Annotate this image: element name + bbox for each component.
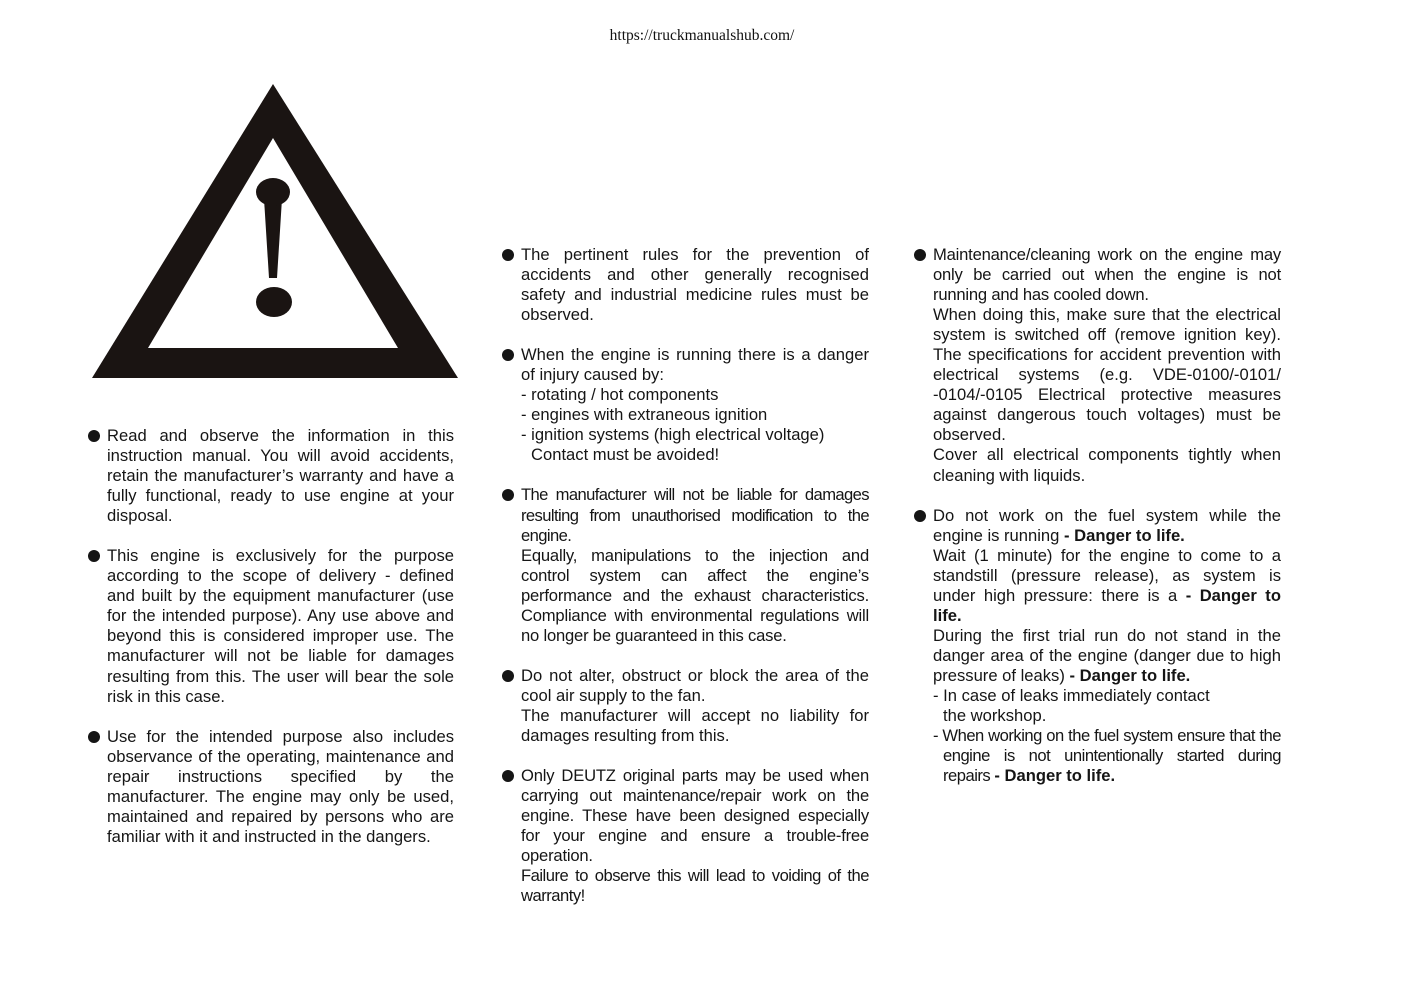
bullet bbox=[88, 430, 100, 442]
bullet bbox=[502, 670, 514, 682]
page-url: https://truckmanualshub.com/ bbox=[609, 27, 795, 44]
paragraph: Cover all electrical components tightly when cleaning with liquids. bbox=[933, 445, 1281, 485]
bullet bbox=[914, 249, 926, 261]
paragraph: When the engine is running there is a danger of injury caused by: bbox=[521, 345, 869, 385]
paragraph: Contact must be avoided! bbox=[531, 445, 720, 465]
list-item bbox=[502, 485, 869, 645]
list-item bbox=[502, 345, 869, 465]
bullet bbox=[502, 489, 514, 501]
text: - When working on the fuel system ensure that the engine is not unintentionally started during repairs bbox=[933, 726, 1281, 786]
dash-item bbox=[933, 726, 1281, 786]
dash-item: - In case of leaks immediately contact the workshop. bbox=[933, 685, 1210, 726]
column-middle bbox=[502, 245, 869, 926]
paragraph: Maintenance/cleaning work on the engine may only be carried out when the engine is not running and has cooled down. bbox=[933, 245, 1281, 305]
danger-warning: - Danger to life. bbox=[1069, 665, 1191, 685]
column-right bbox=[914, 245, 1281, 806]
paragraph: Do not alter, obstruct or block the area of the cool air supply to the fan. bbox=[521, 665, 869, 705]
list-item bbox=[88, 727, 454, 847]
paragraph: Read and observe the information in this instruction manual. You will avoid accidents, retain the manufacturer’s warranty and have a fully functional, ready to use engine at your disposal. bbox=[107, 426, 454, 526]
bullet bbox=[502, 249, 514, 261]
text: Do not work on the fuel system while the engine is running bbox=[933, 505, 1281, 545]
bullet bbox=[914, 510, 926, 522]
danger-warning: - Danger to life. bbox=[994, 766, 1116, 786]
bullet bbox=[88, 731, 100, 743]
paragraph: Use for the intended purpose also includes observance of the operating, maintenance and repair instructions specified by the manufacturer. The engine may only be used, maintained and repaired by persons who are familiar with it and instructed in the dangers. bbox=[107, 726, 454, 846]
paragraph: The pertinent rules for the prevention of accidents and other generally recognised safety and industrial medicine rules must be observed. bbox=[521, 245, 869, 325]
bullet bbox=[88, 550, 100, 562]
bullet bbox=[502, 770, 514, 782]
paragraph: This engine is exclusively for the purpose according to the scope of delivery - defined and built by the equipment manufacturer (use for the intended purpose). Any use above and beyond this is considered improper use. The manufacturer will not be liable for damages resulting from this. The user will bear the sole risk in this case. bbox=[107, 546, 454, 706]
paragraph bbox=[933, 546, 1281, 626]
danger-warning: - Danger to life. bbox=[933, 585, 1281, 625]
paragraph bbox=[933, 506, 1281, 546]
paragraph: When doing this, make sure that the electrical system is switched off (remove ignition key). The specifications for accident prevention with electrical systems (e.g. VDE-0100/-0101/ -0104/-0105 Electrical protective measures against dangerous touch voltages) must be observed. bbox=[933, 305, 1281, 445]
list-item bbox=[502, 245, 869, 325]
bullet bbox=[502, 349, 514, 361]
list-item bbox=[502, 666, 869, 746]
danger-warning: - Danger to life. bbox=[1064, 525, 1185, 545]
dash-item: - engines with extraneous ignition bbox=[521, 405, 768, 425]
dash-item: - ignition systems (high electrical voltage) bbox=[521, 425, 825, 445]
text: Wait (1 minute) for the engine to come to a standstill (pressure release), as system is under high pressure: there is a bbox=[933, 545, 1281, 605]
warning-triangle-exclamation-icon bbox=[88, 80, 462, 386]
text: During the first trial run do not stand in the danger area of the engine (danger due to high pressure of leaks) bbox=[933, 625, 1281, 685]
paragraph: Failure to observe this will lead to voiding of the warranty! bbox=[521, 866, 869, 906]
list-item bbox=[914, 245, 1281, 486]
paragraph: The manufacturer will not be liable for damages resulting from unauthorised modification to the engine. bbox=[521, 485, 869, 545]
paragraph: Equally, manipulations to the injection and control system can affect the engine’s performance and the exhaust characteristics. Compliance with environmental regulations will no longer be guaranteed in this case. bbox=[521, 545, 869, 645]
list-item bbox=[88, 546, 454, 706]
dash-item: - rotating / hot components bbox=[521, 385, 719, 405]
column-left bbox=[88, 426, 454, 867]
list-item bbox=[914, 506, 1281, 787]
paragraph: Only DEUTZ original parts may be used when carrying out maintenance/repair work on the engine. These have been designed especially for your engine and ensure a trouble-free operation. bbox=[521, 766, 869, 866]
list-item bbox=[502, 766, 869, 906]
paragraph: The manufacturer will accept no liability for damages resulting from this. bbox=[521, 705, 869, 745]
list-item bbox=[88, 426, 454, 526]
paragraph bbox=[933, 626, 1281, 686]
